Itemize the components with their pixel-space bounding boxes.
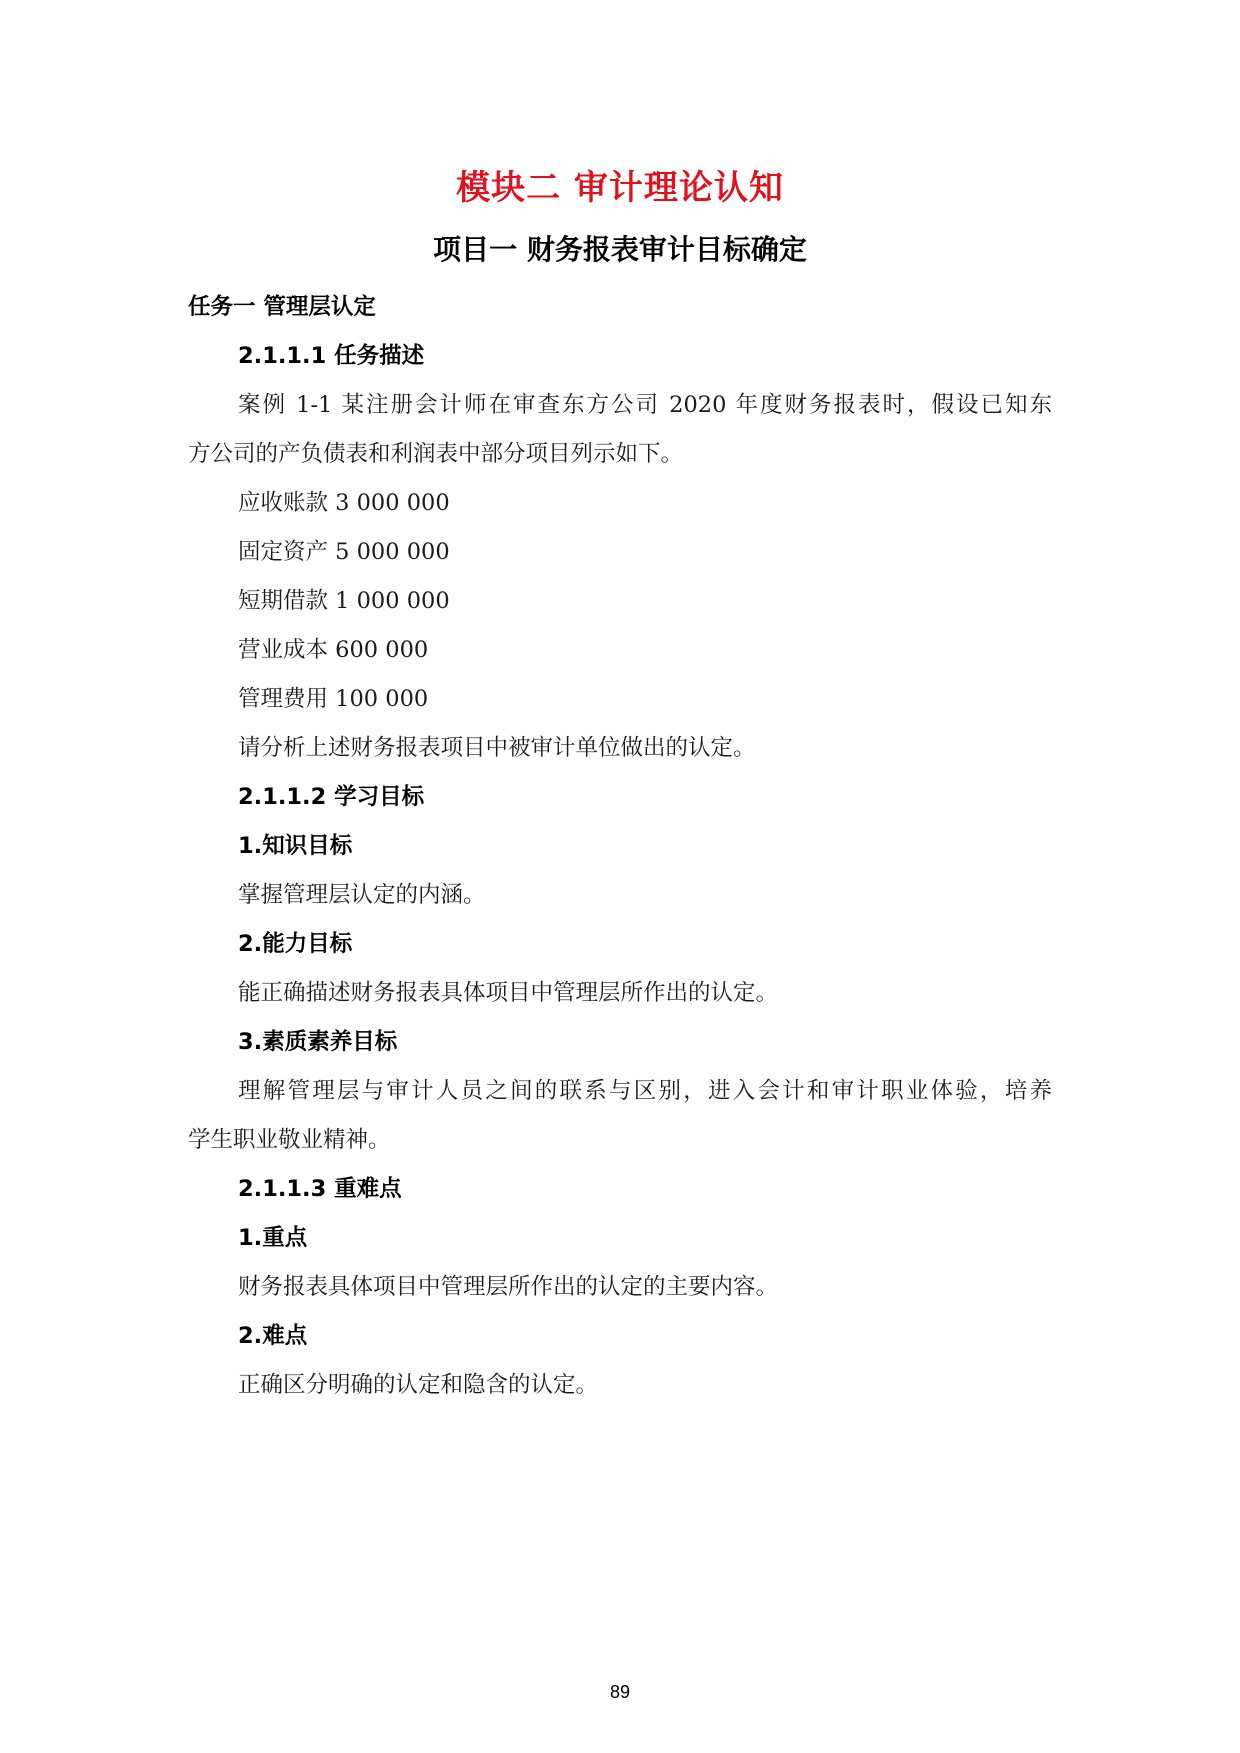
subheading-difficult-point: 2.难点	[238, 1323, 308, 1349]
page-number: 89	[609, 1682, 631, 1702]
project-title: 项目一 财务报表审计目标确定	[433, 233, 807, 266]
knowledge-goal-text: 掌握管理层认定的内涵。	[238, 882, 486, 908]
subheading-ability-goal: 2.能力目标	[238, 931, 353, 957]
case-paragraph-line-2: 方公司的产负债表和利润表中部分项目列示如下。	[188, 441, 684, 467]
account-item-receivables: 应收账款 3 000 000	[238, 490, 450, 516]
section-heading-learning-goals: 2.1.1.2 学习目标	[238, 784, 425, 810]
case-paragraph-line-1: 案例 1-1 某注册会计师在审查东方公司 2020 年度财务报表时，假设已知东	[238, 392, 1052, 418]
section-heading-key-points: 2.1.1.3 重难点	[238, 1176, 402, 1202]
task-title: 任务一 管理层认定	[188, 294, 376, 320]
account-item-operating-cost: 营业成本 600 000	[238, 637, 429, 663]
section-heading-task-description: 2.1.1.1 任务描述	[238, 343, 425, 369]
account-item-admin-expense: 管理费用 100 000	[238, 686, 429, 712]
quality-goal-line-1: 理解管理层与审计人员之间的联系与区别，进入会计和审计职业体验，培养	[238, 1078, 1052, 1104]
account-item-fixed-assets: 固定资产 5 000 000	[238, 539, 450, 565]
subheading-key-point: 1.重点	[238, 1225, 308, 1251]
account-item-short-term-loans: 短期借款 1 000 000	[238, 588, 450, 614]
page-body	[188, 283, 1052, 1410]
module-title: 模块二 审计理论认知	[456, 168, 784, 208]
subheading-quality-goal: 3.素质素养目标	[238, 1029, 398, 1055]
key-point-text: 财务报表具体项目中管理层所作出的认定的主要内容。	[238, 1274, 779, 1300]
case-question: 请分析上述财务报表项目中被审计单位做出的认定。	[238, 735, 756, 761]
quality-goal-line-2: 学生职业敬业精神。	[188, 1127, 391, 1153]
ability-goal-text: 能正确描述财务报表具体项目中管理层所作出的认定。	[238, 980, 779, 1006]
difficult-point-text: 正确区分明确的认定和隐含的认定。	[238, 1372, 599, 1398]
subheading-knowledge-goal: 1.知识目标	[238, 833, 353, 859]
